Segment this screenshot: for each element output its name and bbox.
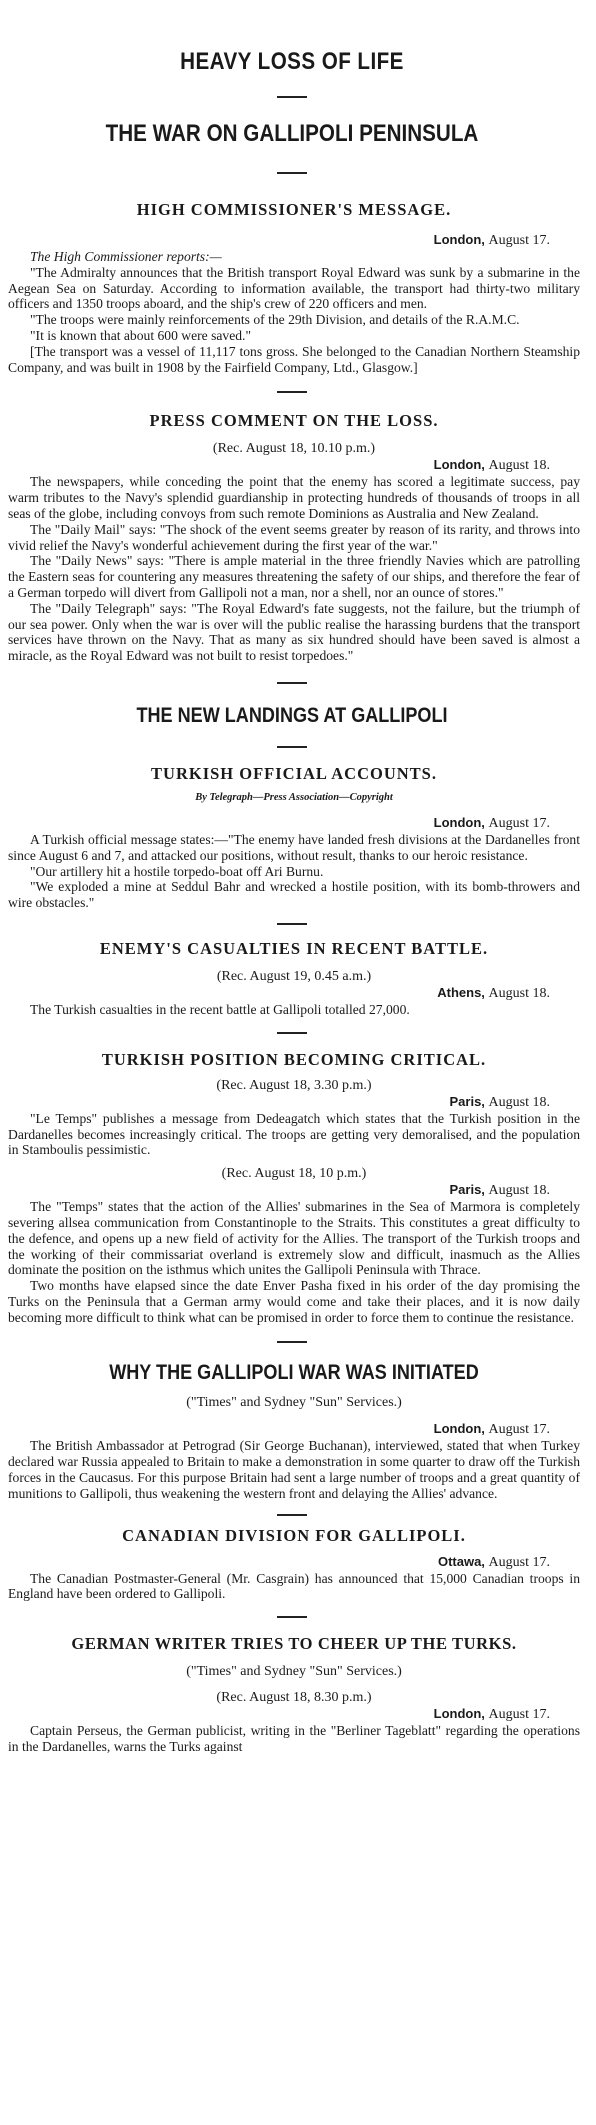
divider-rule <box>277 923 307 925</box>
dateline <box>8 815 580 832</box>
divider-rule <box>277 682 307 684</box>
dateline-place: London, <box>433 1421 485 1437</box>
section-title: TURKISH POSITION BECOMING CRITICAL. <box>101 1049 487 1069</box>
divider-rule <box>277 96 307 98</box>
section-why-initiated <box>4 1361 580 1501</box>
received-time: (Rec. August 19, 0.45 a.m.) <box>216 968 372 984</box>
dateline <box>8 985 580 1002</box>
main-title: THE WAR ON GALLIPOLI PENINSULA <box>105 120 479 147</box>
divider-rule <box>277 1032 307 1034</box>
dateline-date: August 17. <box>488 1554 550 1570</box>
services-credit: ("Times" and Sydney "Sun" Services.) <box>186 1664 402 1680</box>
section-title: GERMAN WRITER TRIES TO CHEER UP THE TURKS. <box>71 1634 517 1654</box>
received-time: (Rec. August 18, 10.10 p.m.) <box>212 441 376 457</box>
article-paragraph: Two months have elapsed since the date Enver Pasha fixed in his order of the day promising the Turks on the Peninsula that a German army would come and take their places, and it is now daily becoming more difficult to think what can be promised in order to force them to continue the resistance. <box>8 1278 580 1325</box>
received-time: (Rec. August 18, 10 p.m.) <box>221 1166 367 1182</box>
section-title: HIGH COMMISSIONER'S MESSAGE. <box>136 200 452 219</box>
article-paragraph: The Turkish casualties in the recent battle at Gallipoli totalled 27,000. <box>30 1001 410 1017</box>
dateline <box>8 457 580 474</box>
article-paragraph: The "Temps" states that the action of the Allies' submarines in the Sea of Marmora is completely severing allsea communication from Constantinople to the Straits. This constitutes a great difficulty to the defence, and opens up a new field of activity for the Allies. The transport of the Turkish troops and the working of their commissariat overland is extremely slow and difficult, inasmuch as the Allies dominate the position on the isthmus which unites the Gallipoli Peninsula with Thrace. <box>8 1199 580 1278</box>
section-press-comment <box>4 411 580 664</box>
article-paragraph: "Le Temps" publishes a message from Dedeagatch which states that the Turkish position in the Dardanelles becomes increasingly critical. The troops are getting very demoralised, and the population in Stamboulis pessimistic. <box>8 1110 580 1158</box>
section-title: TURKISH OFFICIAL ACCOUNTS. <box>151 763 437 783</box>
article-paragraph: Captain Perseus, the German publicist, writing in the "Berliner Tageblatt" regarding the operations in the Dardanelles, warns the Turks against <box>8 1723 580 1755</box>
dateline-date: August 17. <box>488 1707 550 1723</box>
divider-rule <box>277 1341 307 1343</box>
dateline-date: August 17. <box>488 1422 550 1438</box>
article-paragraph: The newspapers, while conceding the point that the enemy has scored a legitimate success, pay warm tributes to the Navy's splendid guardianship in protecting hundreds of thousands of troops in all seas of the globe, including convoys from such remote Dominions as Australia and New Zealand. <box>8 474 580 521</box>
article-paragraph: A Turkish official message states:—"The enemy have landed fresh divisions at the Dardanelles front since August 6 and 7, and attacked our positions, without result, thanks to our heroic resistance. <box>8 831 580 863</box>
section-high-commissioner <box>4 200 580 375</box>
dateline-place: Ottawa, <box>437 1553 485 1569</box>
article-paragraph: The "Daily Telegraph" says: "The Royal Edward's fate suggests, not the failure, but the triumph of our sea power. Only when the war is over will the public realise the harassing burdens that the transport services have thrown on the Navy. That as many as six hundred should have been saved is almost a miracle, as the Royal Edward was not built to resist torpedoes." <box>8 600 580 664</box>
divider-rule <box>277 1514 307 1516</box>
divider-rule <box>277 1616 307 1618</box>
section-enemy-casualties <box>4 939 580 1018</box>
divider-rule <box>277 391 307 393</box>
article-paragraph: "It is known that about 600 were saved." <box>30 327 251 343</box>
services-credit: ("Times" and Sydney "Sun" Services.) <box>186 1395 402 1411</box>
received-time: (Rec. August 18, 8.30 p.m.) <box>216 1690 372 1706</box>
article-intro: The High Commissioner reports:— <box>30 249 222 264</box>
dateline <box>8 1706 580 1723</box>
byline: By Telegraph—Press Association—Copyright <box>195 791 393 803</box>
article-paragraph: "Our artillery hit a hostile torpedo-boat off Ari Burnu. <box>30 863 324 879</box>
section-german-writer <box>4 1634 580 1755</box>
divider-rule <box>277 746 307 748</box>
dateline-place: London, <box>433 814 485 830</box>
dateline-date: August 18. <box>488 1183 550 1199</box>
dateline-date: August 18. <box>488 458 550 474</box>
article-paragraph: The British Ambassador at Petrograd (Sir George Buchanan), interviewed, stated that when Turkey declared war Russia appealed to Britain to make a demonstration in some quarter to draw off the Turkish forces in the Caucasus. For this purpose Britain had sent a large number of troops and a great quantity of munitions to Gallipoli, thus weakening the western front and delaying the Allies' advance. <box>8 1438 580 1501</box>
dateline <box>8 1554 580 1571</box>
dateline-place: London, <box>433 232 485 247</box>
section-turkish-position <box>4 1050 580 1326</box>
article-paragraph: The "Daily Mail" says: "The shock of the event seems greater by reason of its rarity, and throws into vivid relief the Navy's wonderful achievement during the first year of the war." <box>8 521 580 553</box>
article-paragraph: "We exploded a mine at Seddul Bahr and wrecked a hostile position, with its bomb-throwers and wire obstacles." <box>8 879 580 911</box>
article-paragraph: "The Admiralty announces that the British transport Royal Edward was sunk by a submarine in the Aegean Sea on Saturday. According to information available, the transport had thirty-two military officers and 1350 troops aboard, and the ship's crew of 220 officers and men. <box>8 264 580 312</box>
dateline <box>8 1421 580 1438</box>
section-title: CANADIAN DIVISION FOR GALLIPOLI. <box>122 1525 466 1545</box>
section-title: ENEMY'S CASUALTIES IN RECENT BATTLE. <box>99 938 489 958</box>
dateline-date: August 18. <box>488 1094 550 1110</box>
section-title: WHY THE GALLIPOLI WAR WAS INITIATED <box>109 1361 479 1385</box>
dateline-place: London, <box>433 1706 485 1722</box>
headline: HEAVY LOSS OF LIFE <box>180 48 404 75</box>
article-paragraph: The "Daily News" says: "There is ample material in the three friendly Navies which are patrolling the Eastern seas for countering any measures threatening the safety of our ships, and therefore the fear of a German torpedo will divert from Gallipoli not a man, nor a shell, nor an ounce of stores." <box>8 553 580 600</box>
dateline <box>8 1182 580 1199</box>
received-time: (Rec. August 18, 3.30 p.m.) <box>216 1077 372 1093</box>
section-turkish-accounts <box>4 764 580 911</box>
article-paragraph: The Canadian Postmaster-General (Mr. Casgrain) has announced that 15,000 Canadian troops in England have been ordered to Gallipoli. <box>8 1570 580 1602</box>
article-paragraph: [The transport was a vessel of 11,117 tons gross. She belonged to the Canadian Northern Steamship Company, and was built in 1908 by the Fairfield Company, Ltd., Glasgow.] <box>8 343 580 375</box>
dateline-place: London, <box>433 457 485 473</box>
dateline-place: Paris, <box>449 1093 485 1109</box>
article-paragraph: "The troops were mainly reinforcements of the 29th Division, and details of the R.A.M.C. <box>30 312 520 328</box>
dateline <box>8 232 580 249</box>
dateline-place: Athens, <box>437 984 485 1000</box>
landings-title: THE NEW LANDINGS AT GALLIPOLI <box>136 703 448 727</box>
section-title: PRESS COMMENT ON THE LOSS. <box>149 411 439 431</box>
dateline-date: August 18. <box>488 985 550 1001</box>
dateline-date: August 17. <box>488 815 550 831</box>
dateline <box>8 1094 580 1111</box>
dateline-date: August 17. <box>488 233 550 248</box>
divider-rule <box>277 172 307 174</box>
dateline-place: Paris, <box>449 1182 485 1198</box>
section-canadian-division <box>4 1526 580 1603</box>
